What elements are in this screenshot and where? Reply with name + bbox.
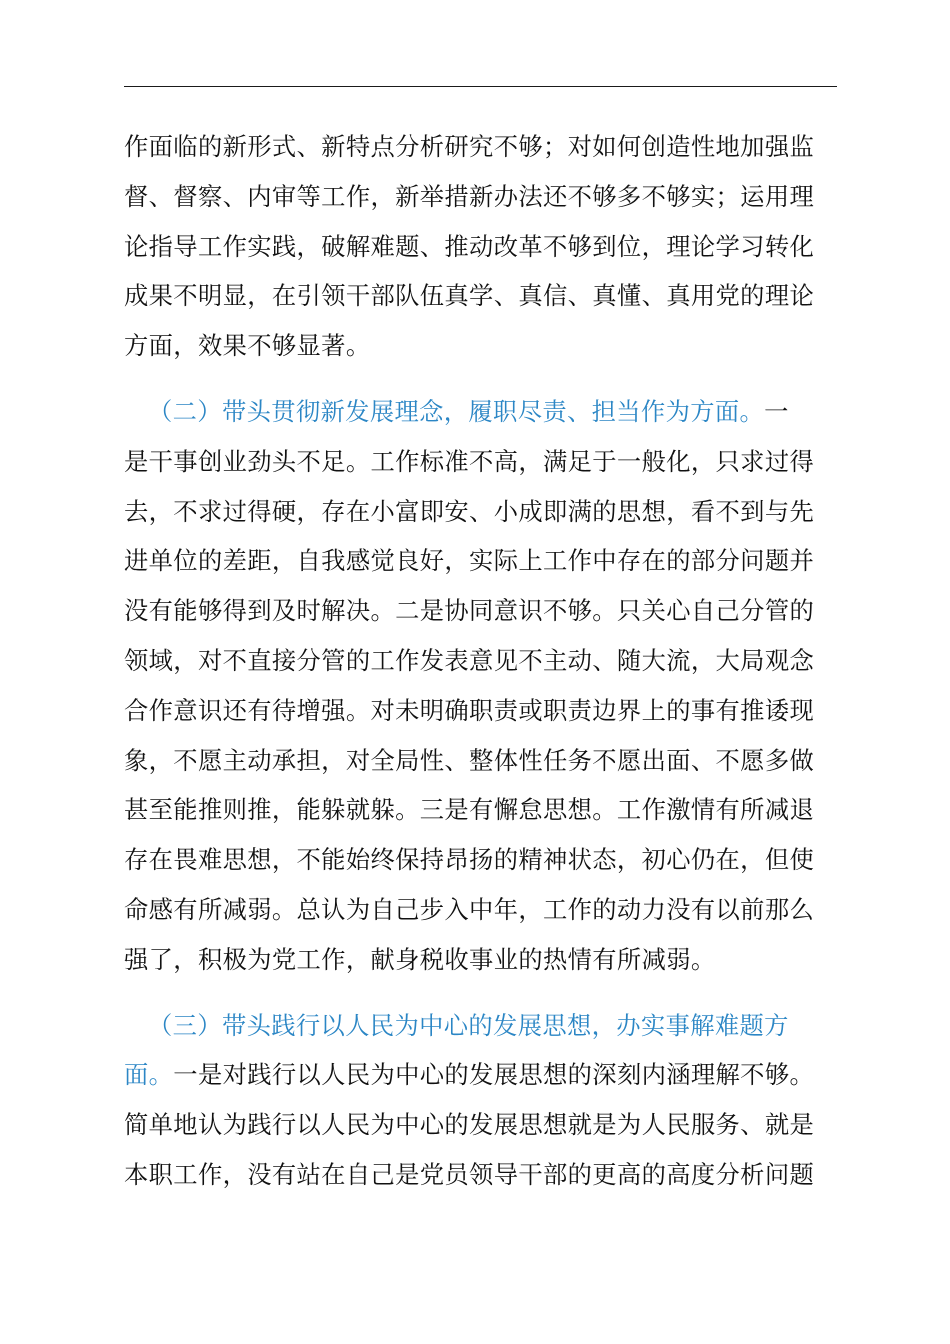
- text-line: 命感有所减弱。总认为自己步入中年，工作的动力没有以前那么: [124, 894, 815, 924]
- section-3-first-line: [124, 1001, 837, 1051]
- text-line: 甚至能推则推，能躲就躲。三是有懈怠思想。工作激情有所减退: [124, 795, 815, 825]
- text-line: 本职工作，没有站在自己是党员领导干部的更高的高度分析问题: [124, 1159, 815, 1189]
- section-3-heading-cont: 面。: [124, 1060, 174, 1090]
- text-line: 成果不明显，在引领干部队伍真学、真信、真懂、真用党的理论: [124, 281, 815, 311]
- text-line: 督、督察、内审等工作，新举措新办法还不够多不够实；运用理: [124, 181, 815, 211]
- text-line: 简单地认为践行以人民为中心的发展思想就是为人民服务、就是: [124, 1110, 815, 1140]
- text-line: 存在畏难思想，不能始终保持昂扬的精神状态，初心仍在，但使: [124, 845, 815, 875]
- section-3-heading: （三）带头践行以人民为中心的发展思想，办实事解难题方: [148, 1010, 789, 1040]
- document-page: [124, 122, 837, 1200]
- text-run: 一: [764, 396, 789, 426]
- text-line: 没有能够得到及时解决。二是协同意识不够。只关心自己分管的: [124, 596, 815, 626]
- text-line: 论指导工作实践，破解难题、推动改革不够到位，理论学习转化: [124, 231, 815, 261]
- text-line: 是干事创业劲头不足。工作标准不高，满足于一般化，只求过得: [124, 446, 815, 476]
- section-2-heading: （二）带头贯彻新发展理念，履职尽责、担当作为方面。: [148, 396, 765, 426]
- paragraph-gap: [124, 985, 837, 1001]
- header-rule: [124, 86, 837, 87]
- section-2: [124, 387, 837, 985]
- text-line: 去，不求过得硬，存在小富即安、小成即满的思想，看不到与先: [124, 496, 815, 526]
- text-line: 领域，对不直接分管的工作发表意见不主动、随大流，大局观念: [124, 645, 815, 675]
- text-line: 合作意识还有待增强。对未明确职责或职责边界上的事有推诿现: [124, 695, 815, 725]
- section-3: [124, 1001, 837, 1200]
- text-line: 强了，积极为党工作，献身税收事业的热情有所减弱。: [124, 944, 716, 974]
- paragraph-gap: [124, 371, 837, 387]
- text-line: 方面，效果不够显著。: [124, 331, 371, 361]
- paragraph-1: [124, 122, 837, 371]
- section-2-first-line: [124, 387, 837, 437]
- text-line: 进单位的差距，自我感觉良好，实际上工作中存在的部分问题并: [124, 546, 815, 576]
- section-3-second-line: [124, 1050, 837, 1100]
- text-line: 作面临的新形式、新特点分析研究不够；对如何创造性地加强监: [124, 132, 815, 161]
- text-run: 一是对践行以人民为中心的发展思想的深刻内涵理解不够。: [173, 1060, 815, 1090]
- text-line: 象，不愿主动承担，对全局性、整体性任务不愿出面、不愿多做: [124, 745, 815, 775]
